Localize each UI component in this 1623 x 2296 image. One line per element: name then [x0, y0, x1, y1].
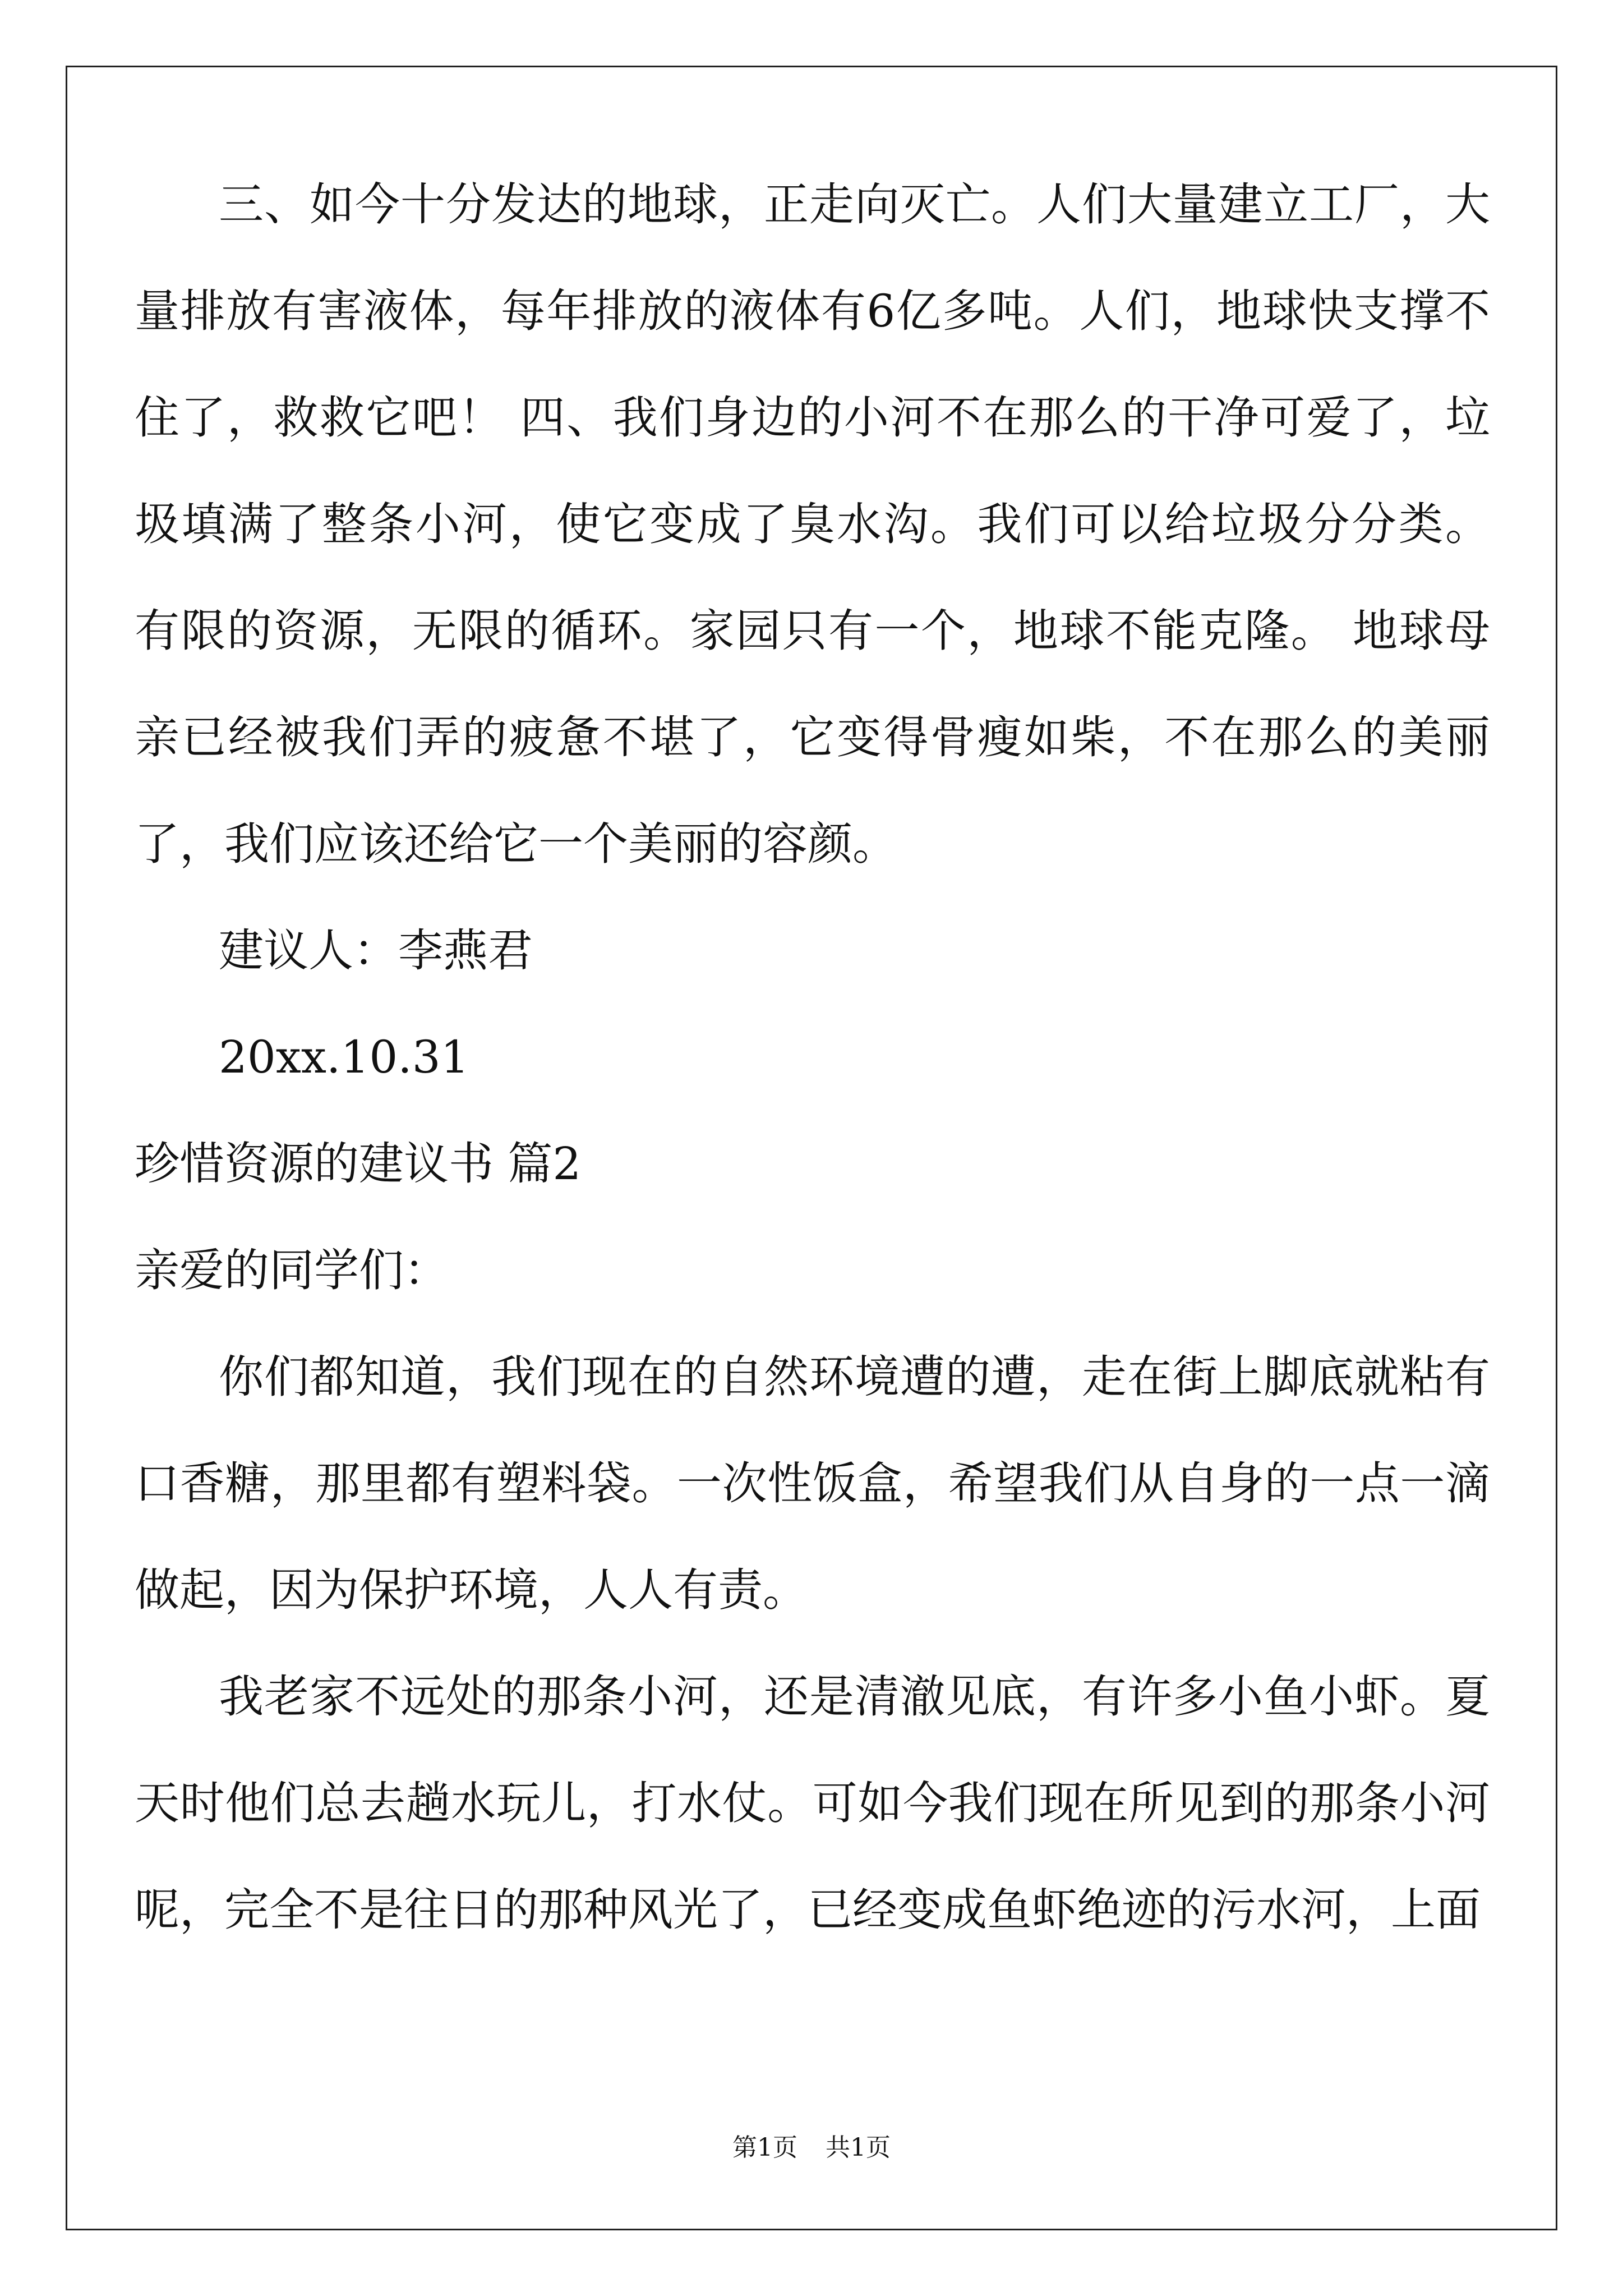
body-paragraph: 你们都知道，我们现在的自然环境遭的遭，走在街上脚底就粘有口香糖，那里都有塑料袋。一次性饭盒，希望我们从自身的一点一滴做起，因为保护环境，人人有责。	[135, 1351, 1490, 1616]
section-title: 珍惜资源的建议书 篇2	[135, 1138, 582, 1190]
document-body	[135, 151, 1490, 1963]
signer-line: 建议人：李燕君	[219, 924, 533, 977]
page-number: 第1页	[732, 2133, 797, 2162]
salutation: 亲爱的同学们：	[135, 1244, 449, 1296]
body-paragraph: 我老家不远处的那条小河，还是清澈见底，有许多小鱼小虾。夏天时他们总去趟水玩儿，打水仗。可如今我们现在所见到的那条小河呢，完全不是往日的那种风光了，已经变成鱼虾绝迹的污水河，上面	[135, 1671, 1490, 1936]
page-footer	[0, 2127, 1623, 2163]
date-line: 20xx.10.31	[219, 1031, 469, 1083]
page-total: 共1页	[826, 2133, 891, 2162]
body-paragraph: 三、如今十分发达的地球，正走向灭亡。人们大量建立工厂，大量排放有害液体，每年排放的液体有6亿多吨。人们，地球快支撑不住了，救救它吧！ 四、我们身边的小河不在那么的干净可爱了，垃圾填满了整条小河，使它变成了臭水沟。我们可以给垃圾分分类。 有限的资源，无限的循环。家园只有一个，地球不能克隆。 地球母亲已经被我们弄的疲惫不堪了，它变得骨瘦如柴，不在那么的美丽了，我们应该还给它一个美丽的容颜。	[135, 178, 1490, 870]
